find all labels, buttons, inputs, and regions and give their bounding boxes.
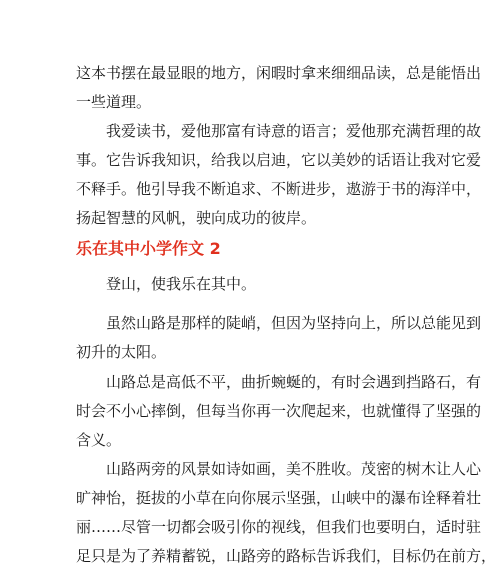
text-line: 扬起智慧的风帆，驶向成功的彼岸。: [76, 209, 317, 227]
text-line: 山路总是高低不平，曲折蜿蜒的，有时会遇到挡路石，有: [76, 373, 482, 391]
text-line: 这本书摆在最显眼的地方，闲暇时拿来细细品读，总是能悟出: [76, 64, 482, 82]
text-line: 山路两旁的风景如诗如画，美不胜收。茂密的树木让人心: [76, 460, 482, 478]
paragraph-3: [76, 270, 432, 299]
text-line: 含义。: [76, 431, 122, 449]
paragraph-2: [76, 117, 482, 233]
text-line: 丽……尽管一切都会吸引你的视线，但我们也要明白，适时驻: [76, 518, 482, 536]
text-line: 时会不小心摔倒，但每当你再一次爬起来，也就懂得了坚强的: [76, 402, 482, 420]
text-line: 不释手。他引导我不断追求、不断进步，遨游于书的海洋中，: [76, 180, 482, 198]
paragraph-6: [76, 455, 497, 571]
text-line: 虽然山路是那样的陡峭，但因为坚持向上，所以总能见到: [76, 314, 482, 332]
text-line: 事。它告诉我知识，给我以启迪，它以美妙的话语让我对它爱: [76, 151, 482, 169]
paragraph-1: [76, 59, 482, 117]
text-line: 足只是为了养精蓄锐，山路旁的路标告诉我们，目标仍在前方，: [76, 547, 497, 565]
section-heading: 乐在其中小学作文 2: [76, 239, 221, 258]
text-line: 我爱读书，爱他那富有诗意的语言；爱他那充满哲理的故: [76, 122, 482, 140]
paragraph-5: [76, 368, 482, 455]
text-line: 登山，使我乐在其中。: [76, 275, 257, 293]
text-line: 一些道理。: [76, 93, 152, 111]
paragraph-4: [76, 309, 482, 367]
text-line: 初升的太阳。: [76, 343, 167, 361]
text-line: 旷神怡，挺拔的小草在向你展示坚强，山峡中的瀑布诠释着壮: [76, 489, 482, 507]
